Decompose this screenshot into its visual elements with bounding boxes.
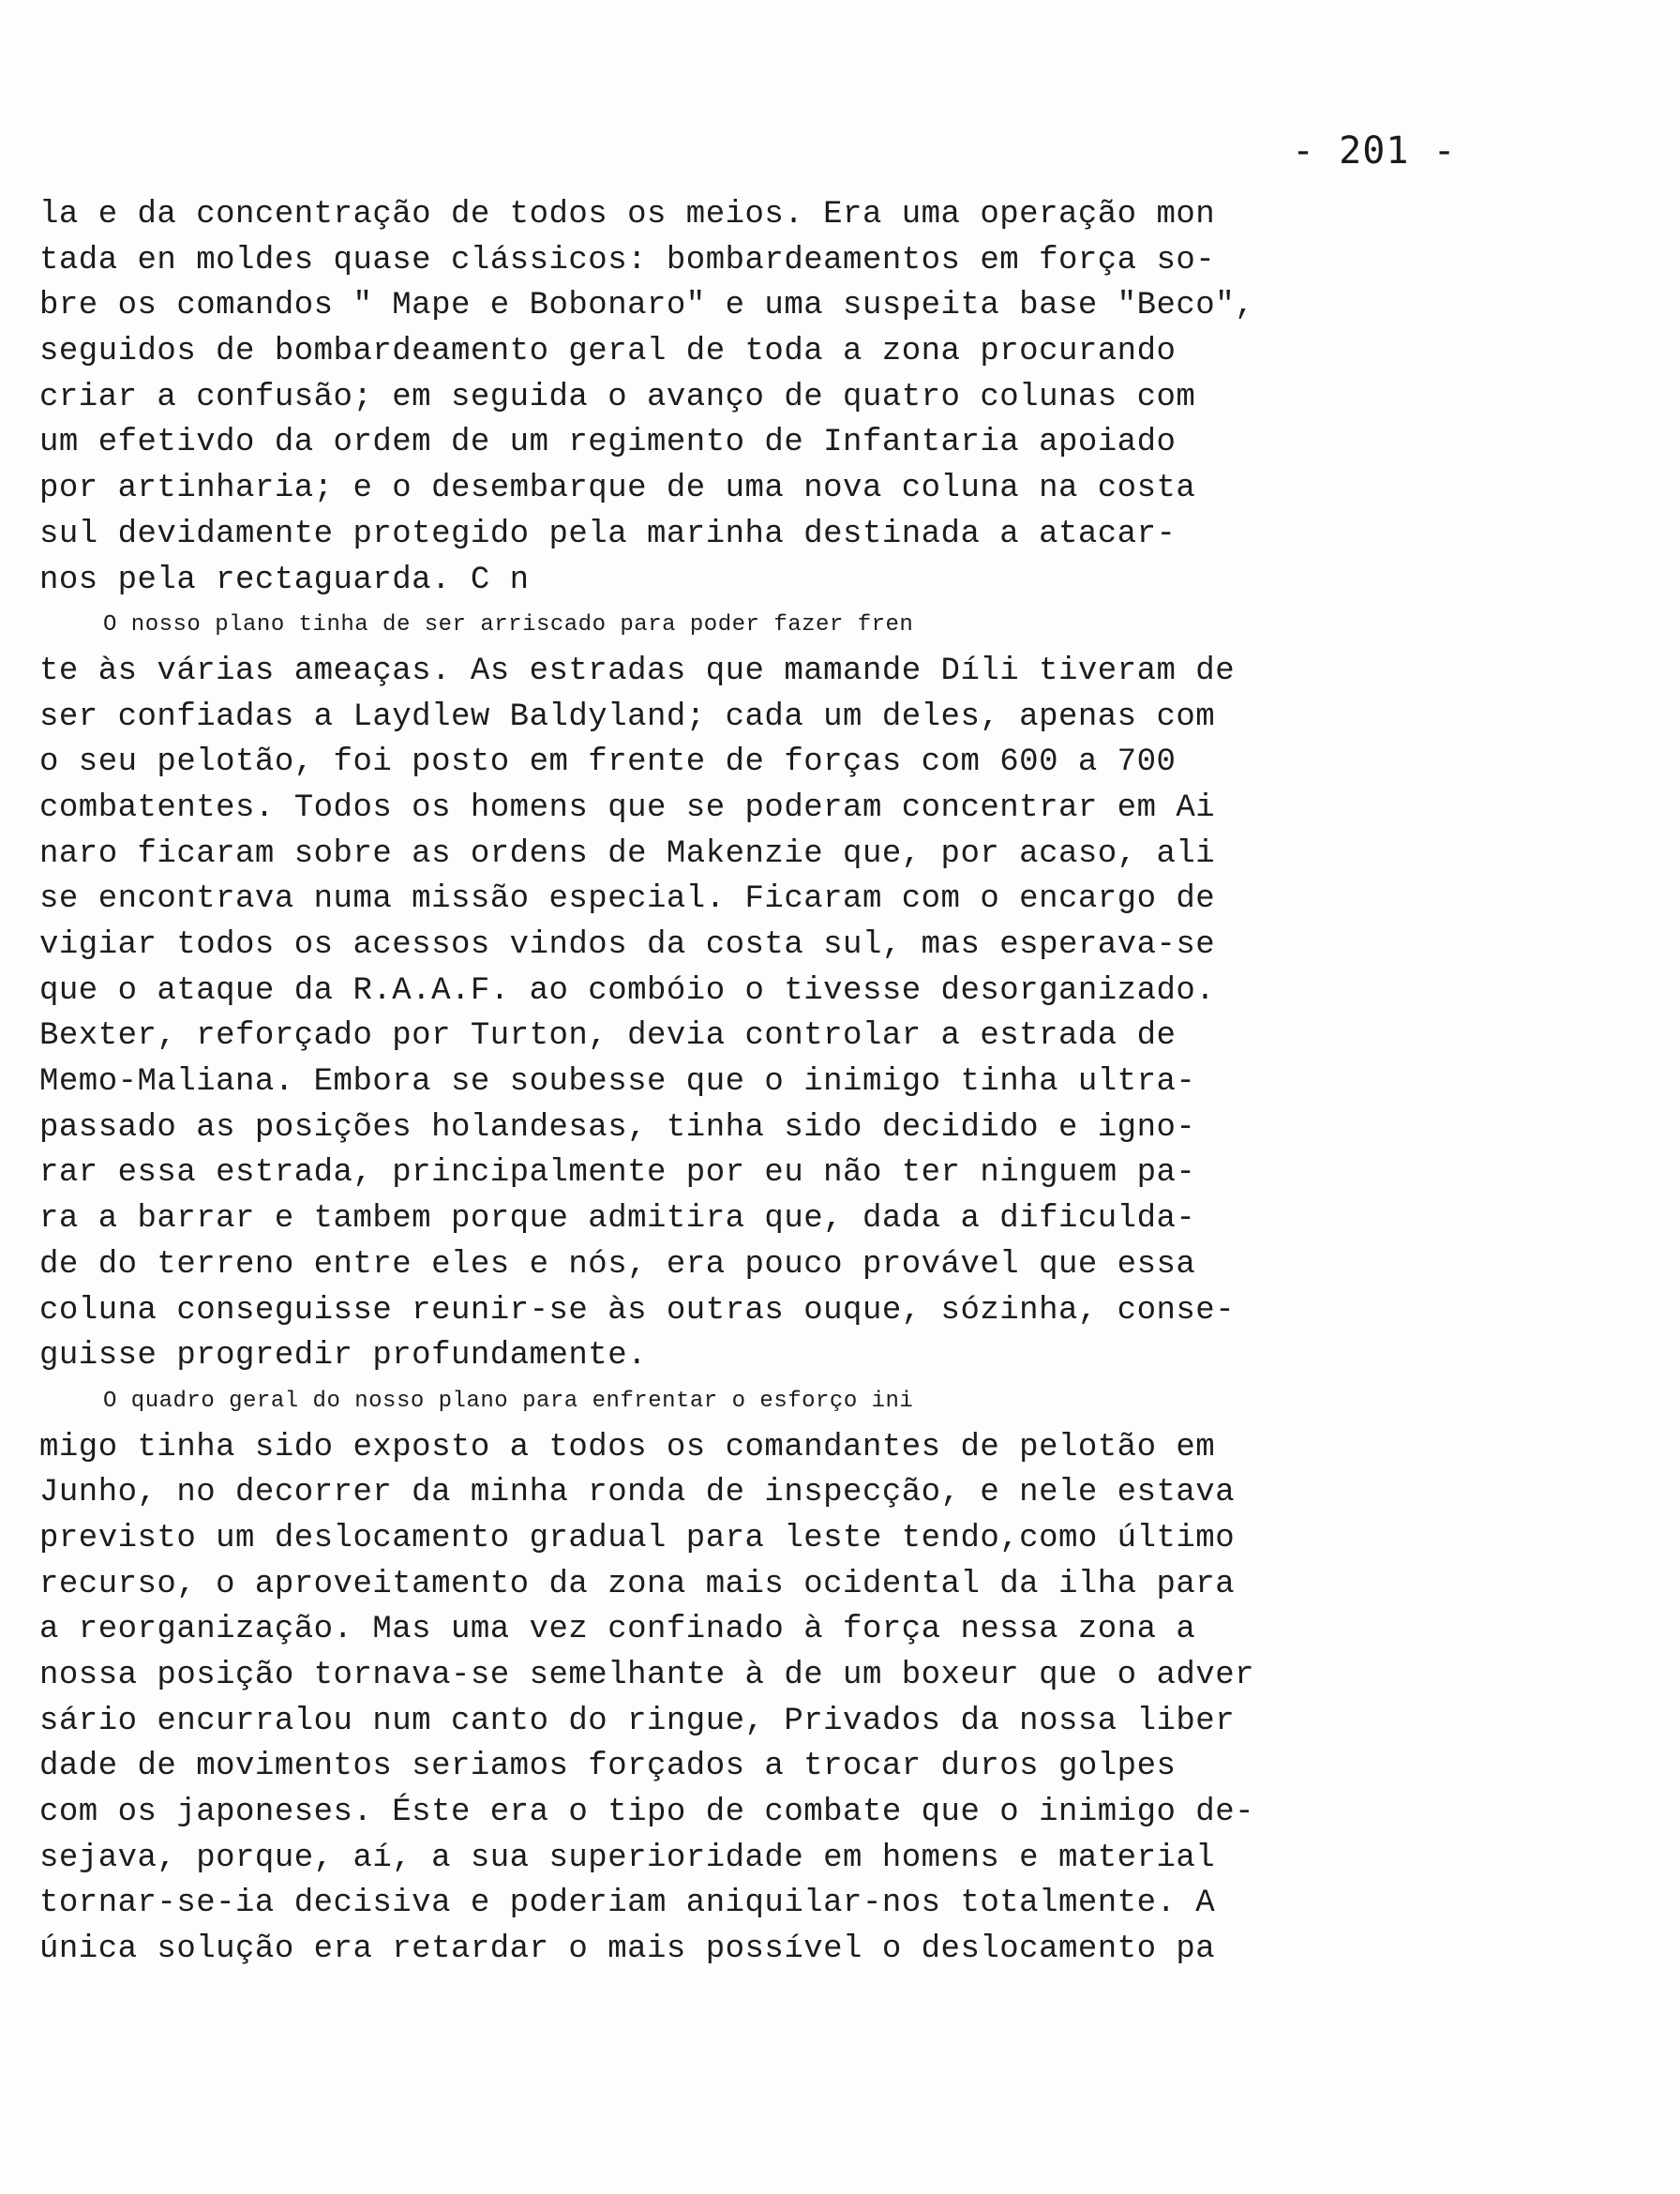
text-line: nossa posição tornava-se semelhante à de um boxeur que o adver [39,1658,1255,1693]
text-line: naro ficaram sobre as ordens de Makenzie que, por acaso, ali [39,835,1216,872]
text-line: combatentes. Todos os homens que se poderam concentrar em Ai [39,789,1216,826]
text-line: O nosso plano tinha de ser arriscado para poder fazer fren [103,612,914,639]
text-line: Junho, no decorrer da minha ronda de inspecção, e nele estava [39,1475,1236,1511]
text-line: sário encurralou num canto do ringue, Privados da nossa liber [39,1703,1236,1739]
text-line: recurso, o aproveitamento da zona mais ocidental da ilha para [39,1566,1236,1602]
text-line: sul devidamente protegido pela marinha destinada a atacar- [39,516,1177,552]
text-line: se encontrava numa missão especial. Ficaram com o encargo de [39,881,1216,918]
page-number: - 201 - [1292,129,1457,173]
text-line: O quadro geral do nosso plano para enfrentar o esforço ini [103,1388,914,1414]
text-line: com os japoneses. Éste era o tipo de combate que o inimigo de- [39,1795,1255,1831]
text-line: de do terreno entre eles e nós, era pouco provável que essa [39,1246,1196,1283]
text-line: criar a confusão; em seguida o avanço de quatro colunas com [39,379,1196,415]
text-line: ser confiadas a Laydlew Baldyland; cada um deles, apenas com [39,699,1216,735]
text-line: que o ataque da R.A.A.F. ao combóio o tivesse desorganizado. [39,972,1216,1009]
body-text [39,192,1483,1973]
text-line: tornar-se-ia decisiva e poderiam aniquilar-nos totalmente. A [39,1886,1216,1922]
text-line: rar essa estrada, principalmente por eu não ter ninguem pa- [39,1155,1196,1192]
text-line: por artinharia; e o desembarque de uma nova coluna na costa [39,471,1196,507]
text-line: guisse progredir profundamente. [39,1338,648,1375]
text-line: única solução era retardar o mais possível o deslocamento pa [39,1931,1216,1968]
text-line: bre os comandos " Mape e Bobonaro" e uma suspeita base "Beco", [39,288,1255,324]
text-line: previsto um deslocamento gradual para leste tendo,como último [39,1520,1236,1556]
text-line: passado as posições holandesas, tinha sido decidido e igno- [39,1109,1196,1146]
text-line: vigiar todos os acessos vindos da costa sul, mas esperava-se [39,927,1216,963]
text-line: um efetivdo da ordem de um regimento de Infantaria apoiado [39,425,1177,461]
text-line: coluna conseguisse reunir-se às outras ouque, sózinha, conse- [39,1292,1236,1329]
text-line: migo tinha sido exposto a todos os comandantes de pelotão em [39,1429,1216,1465]
text-line: ra a barrar e tambem porque admitira que, dada a dificulda- [39,1201,1196,1238]
text-line: seguidos de bombardeamento geral de toda a zona procurando [39,334,1177,370]
text-line: dade de movimentos seriamos forçados a trocar duros golpes [39,1749,1177,1785]
text-line: tada en moldes quase clássicos: bombardeamentos em força so- [39,242,1216,278]
text-line: a reorganização. Mas uma vez confinado à força nessa zona a [39,1612,1196,1648]
text-line: nos pela rectaguarda. C n [39,562,530,598]
text-line: la e da concentração de todos os meios. Era uma operação mon [39,197,1216,233]
text-line: Memo-Maliana. Embora se soubesse que o inimigo tinha ultra- [39,1064,1196,1101]
text-line: te às várias ameaças. As estradas que mamande Díli tiveram de [39,653,1236,689]
text-line: o seu pelotão, foi posto em frente de forças com 600 a 700 [39,744,1177,781]
text-line: sejava, porque, aí, a sua superioridade em homens e material [39,1840,1216,1876]
text-line: Bexter, reforçado por Turton, devia controlar a estrada de [39,1018,1177,1055]
